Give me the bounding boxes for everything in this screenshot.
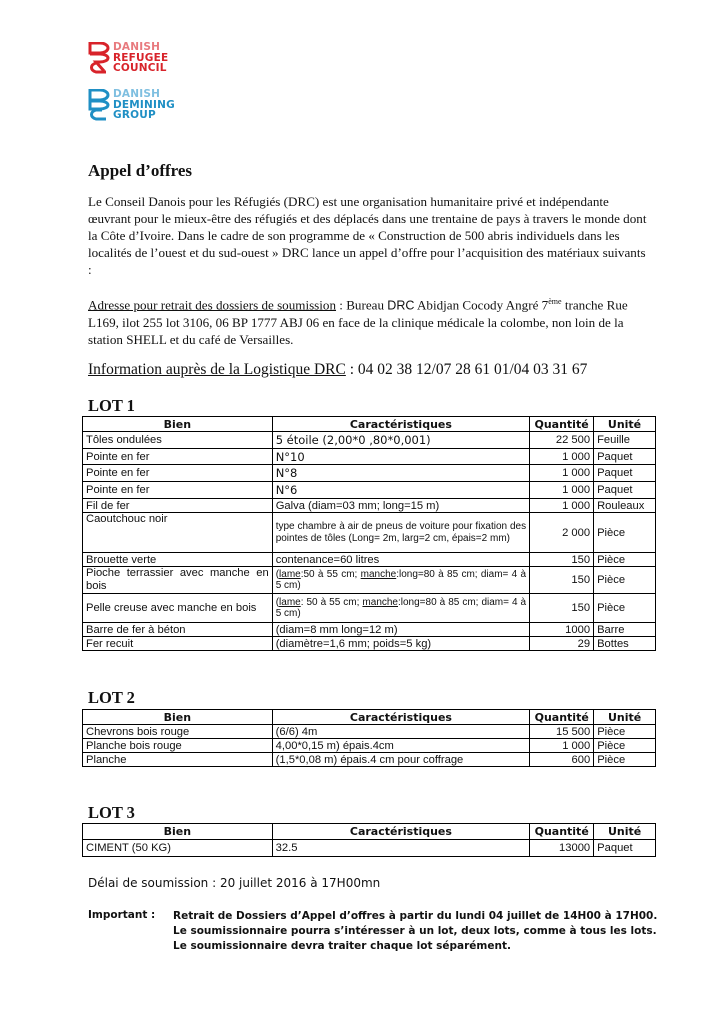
- table-row: [83, 513, 656, 553]
- table-row: [83, 465, 656, 482]
- carac-part: : 50 à 55 cm;: [300, 596, 363, 608]
- cell-carac: (diamètre=1,6 mm; poids=5 kg): [272, 637, 529, 651]
- carac-part: :long=80 à 85 cm; diam= 4 à 5 cm): [275, 596, 527, 619]
- cell-bien: Pointe en fer: [83, 482, 273, 499]
- table-row: [83, 725, 656, 739]
- header-carac: Caractéristiques: [272, 824, 530, 840]
- cell-bien: Pointe en fer: [83, 449, 273, 465]
- header-bien: Bien: [83, 824, 273, 840]
- address-sup: ème: [548, 297, 562, 306]
- info-line: [88, 361, 587, 379]
- cell-carac: [272, 567, 529, 594]
- lot2-title: LOT 2: [88, 688, 135, 707]
- table-row: [83, 739, 656, 753]
- table-row: [83, 637, 656, 651]
- cell-carac: 5 étoile (2,00*0 ,80*0,001): [272, 432, 529, 449]
- table-row: [83, 623, 656, 637]
- cell-bien: Tôles ondulées: [83, 432, 273, 449]
- cell-quantite: 1 000: [530, 739, 594, 753]
- cell-unite: Pièce: [594, 594, 656, 623]
- lot3-title: LOT 3: [88, 803, 135, 822]
- cell-unite: Pièce: [594, 553, 656, 567]
- cell-quantite: 600: [530, 753, 594, 767]
- header-unite: Unité: [594, 417, 656, 432]
- cell-bien: Caoutchouc noir: [83, 513, 273, 553]
- table-header-row: [83, 710, 656, 725]
- table-row: [83, 499, 656, 513]
- cell-carac: N°10: [272, 449, 529, 465]
- cell-carac: type chambre à air de pneus de voiture pour fixation des pointes de tôles (Long= 2m, larg=2 cm, épais=2 mm): [272, 513, 529, 553]
- cell-quantite: 13000: [530, 840, 594, 857]
- cell-bien: Pointe en fer: [83, 465, 273, 482]
- ddg-logo-line3: GROUP: [113, 109, 156, 122]
- important-label: Important :: [88, 909, 156, 921]
- cell-unite: Pièce: [594, 725, 656, 739]
- cell-quantite: 1 000: [530, 482, 594, 499]
- drc-logo-mark-icon: [88, 42, 110, 74]
- cell-bien: Fer recuit: [83, 637, 273, 651]
- header-quantite: Quantité: [530, 417, 594, 432]
- drc-logo-line3: COUNCIL: [113, 62, 167, 75]
- table-row: [83, 553, 656, 567]
- cell-quantite: 150: [530, 553, 594, 567]
- cell-bien: Pelle creuse avec manche en bois: [83, 594, 273, 623]
- ddg-logo-text: [113, 89, 175, 121]
- lot1-table: [82, 416, 656, 651]
- info-value: : 04 02 38 12/07 28 61 01/04 03 31 67: [345, 361, 588, 378]
- cell-unite: Paquet: [594, 449, 656, 465]
- carac-part: :50 à 55 cm;: [300, 568, 361, 580]
- header-quantite: Quantité: [530, 824, 594, 840]
- cell-carac: N°8: [272, 465, 529, 482]
- important-line: Le soumissionnaire devra traiter chaque lot séparément.: [173, 940, 511, 952]
- table-row: [83, 594, 656, 623]
- cell-quantite: 1000: [530, 623, 594, 637]
- table-row: [83, 449, 656, 465]
- cell-unite: Pièce: [594, 753, 656, 767]
- cell-unite: Feuille: [594, 432, 656, 449]
- cell-unite: Rouleaux: [594, 499, 656, 513]
- cell-bien: Planche bois rouge: [83, 739, 273, 753]
- intro-paragraph: Le Conseil Danois pour les Réfugiés (DRC) est une organisation humanitaire privé et indépendante œuvrant pour le mieux-être des réfugiés et des déplacés dans une trentaine de pays à travers le monde dont la Côte d’Ivoire. Dans le cadre de son programme de « Construction de 500 abris individuels dans les localités de l’ouest et du sud-ouest » DRC lance un appel d’offre pour l’acquisition des matériaux suivants :: [88, 194, 647, 277]
- drc-logo-text: [113, 42, 168, 74]
- header-quantite: Quantité: [530, 710, 594, 725]
- ddg-logo: [88, 89, 175, 121]
- cell-quantite: 1 000: [530, 499, 594, 513]
- table-row: [83, 482, 656, 499]
- address-text1: Abidjan Cocody Angré 7: [414, 297, 549, 313]
- cell-unite: Paquet: [594, 465, 656, 482]
- table-row: [83, 432, 656, 449]
- drc-logo: [88, 42, 168, 74]
- deadline-text: Délai de soumission : 20 juillet 2016 à 17H00mn: [88, 876, 381, 890]
- cell-bien: Barre de fer à béton: [83, 623, 273, 637]
- cell-carac: 4,00*0,15 m) épais.4cm: [272, 739, 530, 753]
- lot1-title: LOT 1: [88, 396, 135, 415]
- cell-bien: Chevrons bois rouge: [83, 725, 273, 739]
- important-notes: [173, 909, 657, 954]
- cell-bien: Brouette verte: [83, 553, 273, 567]
- cell-quantite: 22 500: [530, 432, 594, 449]
- address-sep: : Bureau: [336, 297, 388, 313]
- carac-manche: manche: [360, 568, 397, 580]
- cell-carac: N°6: [272, 482, 529, 499]
- address-paragraph: [88, 293, 648, 348]
- address-drc: DRC: [387, 298, 415, 313]
- cell-unite: Paquet: [594, 840, 656, 857]
- cell-unite: Pièce: [594, 513, 656, 553]
- header-unite: Unité: [594, 710, 656, 725]
- cell-quantite: 2 000: [530, 513, 594, 553]
- cell-carac: (6/6) 4m: [272, 725, 530, 739]
- cell-carac: Galva (diam=03 mm; long=15 m): [272, 499, 529, 513]
- cell-bien: Planche: [83, 753, 273, 767]
- cell-unite: Pièce: [594, 567, 656, 594]
- cell-quantite: 1 000: [530, 449, 594, 465]
- cell-unite: Bottes: [594, 637, 656, 651]
- address-text2: tranche Rue L169, ilot 255 lot 3106, 06 BP 1777 ABJ 06 en face de la clinique médicale la colombe, non loin de la station SHELL et du café de Versailles.: [88, 297, 628, 348]
- table-header-row: [83, 824, 656, 840]
- cell-carac: (1,5*0,08 m) épais.4 cm pour coffrage: [272, 753, 530, 767]
- info-label: Information auprès de la Logistique DRC: [88, 361, 346, 378]
- header-carac: Caractéristiques: [272, 417, 529, 432]
- lot3-table: [82, 823, 656, 857]
- cell-bien: CIMENT (50 KG): [83, 840, 273, 857]
- cell-quantite: 1 000: [530, 465, 594, 482]
- table-row: [83, 567, 656, 594]
- cell-quantite: 150: [530, 567, 594, 594]
- ddg-logo-mark-icon: [88, 89, 110, 121]
- carac-part: :long=80 à 85 cm; diam= 4 à 5 cm): [275, 568, 527, 591]
- ddg-logo-line2: DEMINING: [113, 98, 175, 111]
- drc-logo-line1: DANISH: [113, 41, 161, 54]
- page-title: Appel d’offres: [88, 161, 193, 180]
- cell-carac: [272, 594, 529, 623]
- header-bien: Bien: [83, 417, 273, 432]
- cell-unite: Paquet: [594, 482, 656, 499]
- cell-unite: Barre: [594, 623, 656, 637]
- table-row: [83, 840, 656, 857]
- cell-quantite: 15 500: [530, 725, 594, 739]
- cell-carac: 32.5: [272, 840, 530, 857]
- carac-lame: lame: [279, 596, 301, 608]
- header-bien: Bien: [83, 710, 273, 725]
- important-line: Le soumissionnaire pourra s’intéresser à un lot, deux lots, comme à tous les lots.: [173, 925, 657, 937]
- table-header-row: [83, 417, 656, 432]
- cell-unite: Pièce: [594, 739, 656, 753]
- cell-carac: (diam=8 mm long=12 m): [272, 623, 529, 637]
- cell-bien: Pioche terrassier avec manche en bois: [83, 567, 273, 594]
- carac-manche: manche: [362, 596, 398, 608]
- header-carac: Caractéristiques: [272, 710, 530, 725]
- cell-quantite: 150: [530, 594, 594, 623]
- important-line: Retrait de Dossiers d’Appel d’offres à partir du lundi 04 juillet de 14H00 à 17H00.: [173, 910, 658, 922]
- cell-quantite: 29: [530, 637, 594, 651]
- cell-carac: contenance=60 litres: [272, 553, 529, 567]
- table-row: [83, 753, 656, 767]
- carac-part: (: [275, 568, 280, 580]
- carac-lame: lame: [279, 568, 301, 580]
- drc-logo-line2: REFUGEE: [113, 51, 169, 64]
- address-label: Adresse pour retrait des dossiers de soumission: [88, 297, 337, 313]
- cell-bien: Fil de fer: [83, 499, 273, 513]
- lot2-table: [82, 709, 656, 767]
- header-unite: Unité: [594, 824, 656, 840]
- ddg-logo-line1: DANISH: [113, 88, 161, 101]
- carac-part: (: [275, 596, 280, 608]
